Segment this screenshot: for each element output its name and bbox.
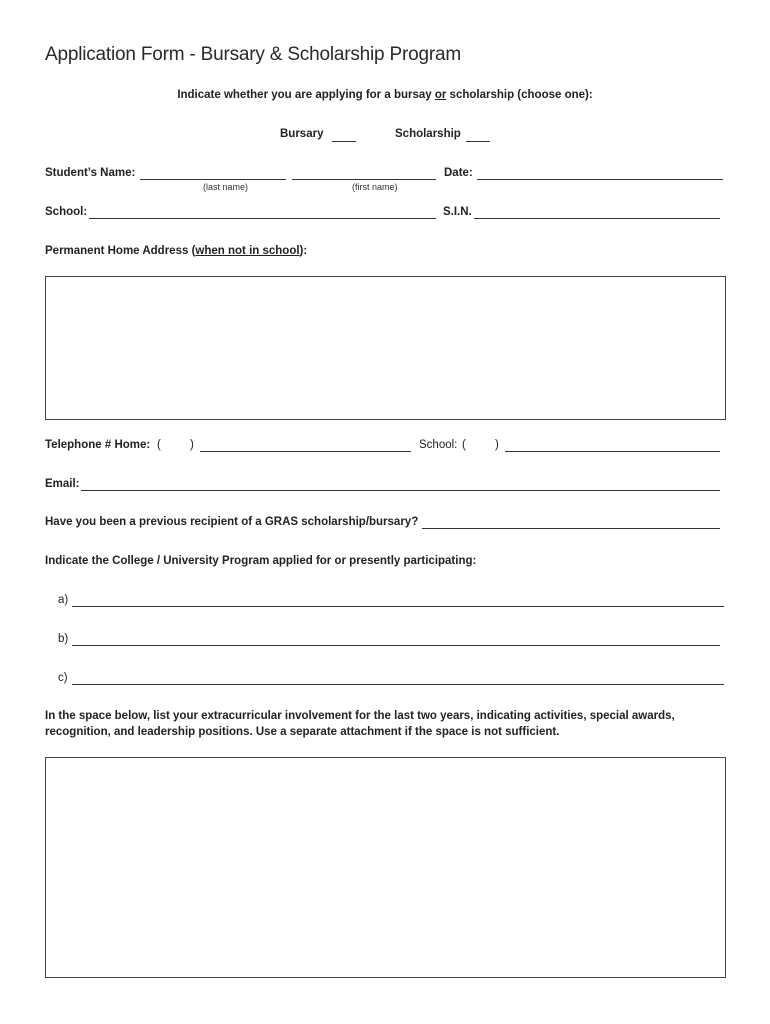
scholarship-label: Scholarship bbox=[395, 128, 461, 140]
program-item-c-label: c) bbox=[58, 672, 68, 684]
home-address-box[interactable] bbox=[45, 276, 726, 420]
program-item-c-field[interactable] bbox=[72, 684, 724, 685]
intro-before: Indicate whether you are applying for a bursay bbox=[177, 89, 435, 101]
previous-recipient-label: Have you been a previous recipient of a GRAS scholarship/bursary? bbox=[45, 516, 419, 528]
school-label: School: bbox=[45, 206, 88, 218]
school-phone-field[interactable] bbox=[505, 451, 720, 452]
school-field[interactable] bbox=[89, 218, 436, 219]
home-phone-field[interactable] bbox=[200, 451, 411, 452]
sin-label: S.I.N. bbox=[443, 206, 472, 218]
intro-or: or bbox=[434, 89, 447, 101]
email-label: Email: bbox=[45, 478, 80, 490]
home-address-before: Permanent Home Address ( bbox=[45, 245, 196, 257]
program-label: Indicate the College / University Program applied for or presently participating: bbox=[45, 555, 477, 567]
bursary-checkline[interactable] bbox=[332, 141, 356, 142]
program-item-a-label: a) bbox=[58, 594, 69, 606]
date-label: Date: bbox=[444, 167, 473, 179]
first-name-field[interactable] bbox=[292, 179, 436, 180]
last-name-hint: (last name) bbox=[203, 182, 249, 192]
program-item-a-field[interactable] bbox=[72, 606, 724, 607]
home-address-label bbox=[45, 245, 307, 257]
program-item-b-label: b) bbox=[58, 633, 69, 645]
extracurricular-instructions-line1: In the space below, list your extracurricular involvement for the last two years, indicating activities, special awards, bbox=[45, 710, 675, 722]
school-phone-label: School: bbox=[419, 439, 458, 451]
intro-after: scholarship (choose one): bbox=[446, 89, 593, 101]
telephone-home-label: Telephone # Home: bbox=[45, 439, 151, 451]
scholarship-checkline[interactable] bbox=[466, 141, 490, 142]
previous-recipient-field[interactable] bbox=[422, 528, 720, 529]
extracurricular-box[interactable] bbox=[45, 757, 726, 978]
home-address-after: ): bbox=[299, 245, 308, 257]
first-name-hint: (first name) bbox=[352, 182, 398, 192]
school-area-close: ) bbox=[495, 439, 499, 451]
email-field[interactable] bbox=[81, 490, 720, 491]
home-area-open: ( bbox=[157, 439, 161, 451]
sin-field[interactable] bbox=[474, 218, 720, 219]
last-name-field[interactable] bbox=[140, 179, 286, 180]
date-field[interactable] bbox=[477, 179, 723, 180]
school-area-open: ( bbox=[462, 439, 466, 451]
student-name-label: Student’s Name: bbox=[45, 167, 136, 179]
program-item-b-field[interactable] bbox=[72, 645, 720, 646]
extracurricular-instructions-line2: recognition, and leadership positions. Use a separate attachment if the space is not sufficient. bbox=[45, 726, 560, 738]
bursary-label: Bursary bbox=[280, 128, 324, 140]
intro-instruction bbox=[0, 89, 770, 101]
home-area-close: ) bbox=[190, 439, 194, 451]
home-address-note: when not in school bbox=[195, 245, 300, 257]
page-title: Application Form - Bursary & Scholarship Program bbox=[45, 44, 461, 65]
